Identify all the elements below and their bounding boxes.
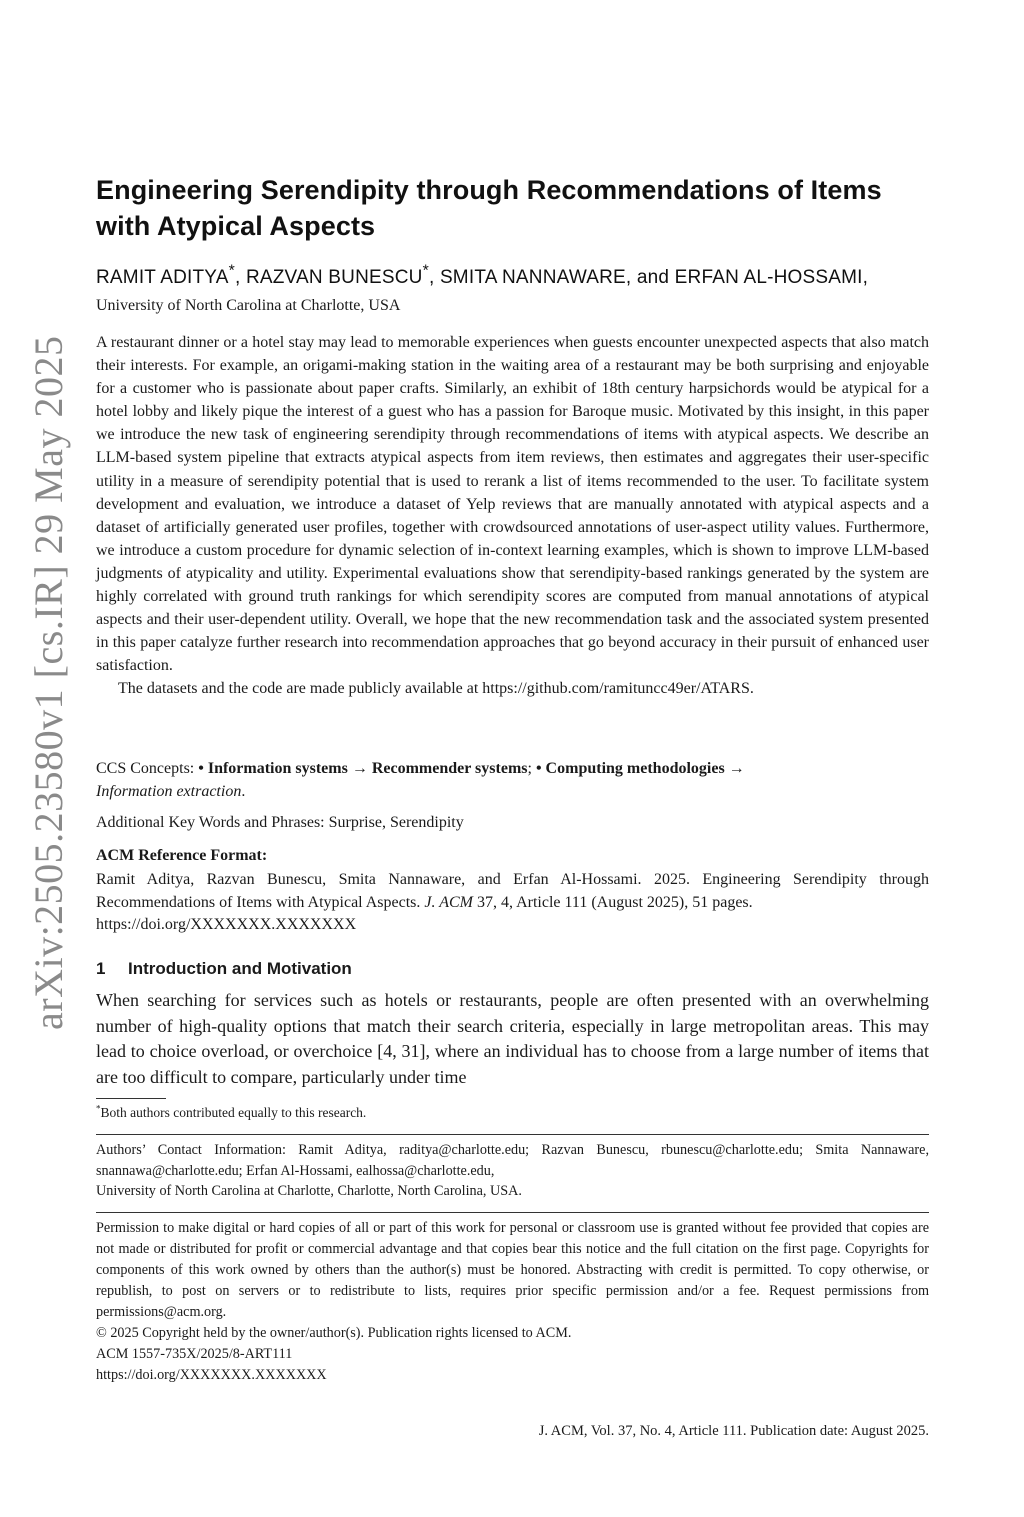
author-name: ERFAN AL-HOSSAMI	[674, 267, 863, 288]
keywords: Additional Key Words and Phrases: Surprise, Serendipity	[96, 814, 464, 831]
copyright-line: © 2025 Copyright held by the owner/author(s). Publication rights licensed to ACM.	[96, 1325, 572, 1341]
authors-contact-information: Authors’ Contact Information: Ramit Aditya, raditya@charlotte.edu; Razvan Bunescu, rbunescu@charlotte.edu; Smita Nannaware, snannawa@charlotte.edu; Erfan Al-Hossami, ealhossa@charlotte.edu, University of North Carolina at Charlotte, Charlotte, North Carolina, USA.	[96, 1142, 929, 1199]
permission-text: Permission to make digital or hard copies of all or part of this work for personal or classroom use is granted without fee provided that copies are not made or distributed for profit or commercial advantage and that copies bear this notice and the full citation on the first page. Copyrights for components of this work owned by others than the author(s) must be honored. Abstracting with credit is permitted. To copy otherwise, or republish, to post on servers or to redistribute to lists, requires prior specific permission and/or a fee. Request permissions from permissions@acm.org.	[96, 1220, 929, 1320]
section-number: 1	[96, 959, 106, 978]
footnote: *Both authors contributed equally to this research.	[96, 1103, 367, 1120]
abstract-paragraph: A restaurant dinner or a hotel stay may lead to memorable experiences when guests encounter unexpected aspects that also match their interests. For example, an origami-making station in the waiting area of a restaurant may be both surprising and enjoyable for a customer who is passionate about paper crafts. Similarly, an exhibit of 18th century harpsichords would be atypical for a hotel lobby and likely pique the interest of a guest who has a passion for Baroque music. Motivated by this insight, in this paper we introduce the new task of engineering serendipity through recommendations of items with atypical aspects. We describe an LLM-based system pipeline that extracts atypical aspects from item reviews, then estimates and aggregates their user-specific utility in a measure of serendipity potential that is used to rerank a list of items recommended to the user. To facilitate system development and evaluation, we introduce a dataset of Yelp reviews that are manually annotated with atypical aspects and a dataset of artificially generated user profiles, together with crowdsourced annotations of user-aspect utility values. Furthermore, we introduce a custom procedure for dynamic selection of in-context learning examples, which is shown to improve LLM-based judgments of atypicality and utility. Experimental evaluations show that serendipity-based rankings generated by the system are highly correlated with ground truth rankings for which serendipity scores are computed from manual annotations of atypical aspects and their user-dependent utility. Overall, we hope that the new recommendation task and the associated system presented in this paper catalyze further research into recommendation approaches that go beyond accuracy in their pursuit of enhanced user satisfaction.	[96, 334, 929, 675]
author-name: SMITA NANNAWARE	[439, 267, 626, 288]
journal-name: J. ACM	[424, 893, 473, 911]
doi-link[interactable]: https://doi.org/XXXXXXX.XXXXXXX	[96, 1367, 327, 1383]
acm-reference-heading: ACM Reference Format:	[96, 847, 268, 864]
introduction-paragraph: When searching for services such as hotels or restaurants, people are often presented with an overwhelming number of high-quality options that match their search criteria, especially in large metropolitan areas. This may lead to choice overload, or overchoice [4, 31], where an individual has to choose from a large number of items that are too difficult to compare, particularly under time	[96, 990, 929, 1087]
abstract	[96, 331, 929, 701]
data-availability-statement: The datasets and the code are made publicly available at https://github.com/ramituncc49er/ATARS.	[118, 680, 754, 698]
author-affiliation: University of North Carolina at Charlotte, USA	[96, 297, 401, 314]
ccs-concept: • Information systems → Recommender systems	[198, 760, 528, 777]
author-name: RAMIT ADITYA	[96, 267, 229, 288]
paper-title: Engineering Serendipity through Recommendations of Items with Atypical Aspects	[96, 175, 882, 241]
section-title: Introduction and Motivation	[128, 959, 352, 978]
ccs-concept: • Computing methodologies →	[535, 760, 745, 777]
acm-reference-format: Ramit Aditya, Razvan Bunescu, Smita Nannaware, and Erfan Al-Hossami. 2025. Engineering Serendipity through Recommendations of Items with Atypical Aspects. J. ACM 37, 4, Article 111 (August 2025), 51 pages. https://doi.org/XXXXXXX.XXXXXXX	[96, 871, 929, 933]
doi-link[interactable]: https://doi.org/XXXXXXX.XXXXXXX	[96, 916, 357, 933]
divider	[96, 1212, 929, 1213]
author-name: RAZVAN BUNESCU	[245, 267, 423, 288]
issn-line: ACM 1557-735X/2025/8-ART111	[96, 1346, 293, 1362]
equal-contribution-mark: *	[422, 262, 429, 280]
running-footer: J. ACM, Vol. 37, No. 4, Article 111. Publication date: August 2025.	[538, 1423, 929, 1439]
footnote-rule	[96, 1098, 166, 1099]
ccs-concept: Information extraction	[96, 783, 242, 800]
divider	[96, 1134, 929, 1135]
equal-contribution-mark: *	[228, 262, 235, 280]
section-heading	[96, 957, 352, 981]
permission-notice	[96, 1218, 929, 1386]
ccs-concepts: CCS Concepts: • Information systems → Recommender systems; • Computing methodologies → Information extraction.	[96, 760, 745, 800]
author-list: RAMIT ADITYA*, RAZVAN BUNESCU*, SMITA NANNAWARE, and ERFAN AL-HOSSAMI,	[96, 262, 869, 288]
footnote-mark: *	[96, 1103, 101, 1114]
arxiv-identifier-stamp: arXiv:2505.23580v1 [cs.IR] 29 May 2025	[26, 335, 71, 1030]
